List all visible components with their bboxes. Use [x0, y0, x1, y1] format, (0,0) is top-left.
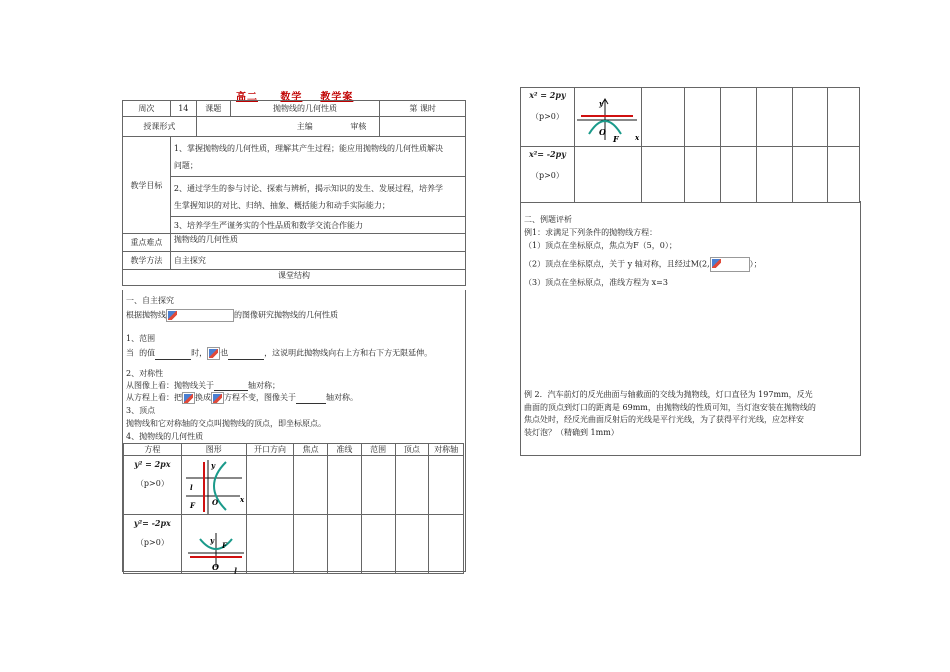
subject-text: 数学	[280, 92, 303, 103]
table-row	[521, 88, 860, 147]
equation-1: y² = 2px	[134, 459, 171, 469]
vertex-heading: 3、顶点	[126, 406, 156, 415]
label-f-2: F	[221, 541, 227, 550]
label-f: F	[189, 501, 195, 510]
range-post: ，这说明此抛物线向右上方和右下方无限延伸。	[264, 348, 433, 358]
range-pre: 当	[126, 348, 134, 358]
topic-value: 抛物线的几何性质	[230, 101, 380, 117]
table-row	[124, 515, 464, 574]
label-o-3: O	[598, 127, 606, 137]
condition-3: （p>0）	[530, 112, 564, 121]
lesson-info-table	[122, 100, 466, 137]
section1-heading: 一、自主探究	[126, 296, 174, 305]
header-focus: 焦点	[294, 444, 328, 456]
ex2-line-1: 例 2．汽车前灯的反光曲面与轴截面的交线为抛物线，灯口直径为 197mm，反光	[524, 390, 813, 399]
doc-type-text: 教学案	[320, 92, 354, 103]
method-value: 自主探究	[170, 252, 465, 270]
label-l: l	[189, 483, 193, 492]
sym1-pre: 从图像上看：抛物线关于	[126, 381, 214, 390]
props-table	[123, 443, 464, 574]
label-y: y	[210, 461, 215, 470]
label-o: O	[211, 498, 218, 507]
form-label: 授课形式	[123, 117, 197, 137]
table-row	[521, 147, 860, 203]
label-l-outside: l	[234, 566, 238, 576]
ex2-line-3: 焦点处时，经反光曲面反射后的光线是平行光线，为了获得平行光线，应怎样安	[524, 415, 804, 424]
goal-2b: 生掌握知识的对比、归纳、抽象、概括能力和动手实际能力；	[173, 200, 390, 210]
ex1-item-2-text: （2）顶点在坐标原点，关于 y 轴对称，且经过M(2,	[524, 259, 710, 269]
week-label: 周次	[123, 101, 171, 117]
graph-down-open	[575, 88, 641, 146]
week-value: 14	[170, 101, 196, 117]
label-x-3: x	[634, 133, 640, 142]
sym-blank-1[interactable]	[214, 382, 248, 391]
intro-pre: 根据抛物线	[126, 310, 166, 320]
range-blank-2[interactable]	[228, 351, 264, 360]
ex1-item-1: （1）顶点在坐标原点，焦点为F（5，0）；	[524, 241, 677, 250]
range-line	[126, 347, 432, 360]
ex1-item-2	[524, 257, 762, 272]
label-x: x	[239, 495, 244, 504]
condition-1: （p>0）	[135, 479, 169, 488]
sym-blank-2[interactable]	[296, 395, 326, 404]
review-label: 审核	[350, 122, 367, 131]
method-label: 教学方法	[123, 252, 171, 270]
ex1-title: 例1：求满足下列条件的抛物线方程：	[524, 228, 658, 237]
header-directrix: 准线	[328, 444, 362, 456]
table-row	[124, 456, 464, 515]
condition-4: （p>0）	[530, 171, 564, 180]
topic-label: 课题	[196, 101, 230, 117]
grade-text: 高二	[236, 92, 258, 103]
key-points-value: 抛物线的几何性质	[170, 234, 465, 252]
range-mid2: 时，	[191, 348, 208, 358]
key-points-label: 重点难点	[123, 234, 171, 252]
review-cell	[350, 117, 466, 137]
header-range: 范围	[361, 444, 395, 456]
header-axis: 对称轴	[429, 444, 464, 456]
sym2-mid1: 换成	[195, 393, 211, 402]
editor-label: 主编	[196, 117, 380, 137]
condition-2: （p>0）	[135, 538, 169, 547]
equation-2: y²= -2px	[133, 518, 171, 528]
label-f-3: F	[612, 134, 619, 144]
goal-3: 3、培养学生严谨务实的个性品质和数学交流合作能力	[170, 217, 465, 234]
header-opening: 开口方向	[246, 444, 294, 456]
label-o-2: O	[211, 562, 219, 572]
range-image	[207, 347, 220, 360]
range-heading: 1、范围	[126, 334, 156, 343]
label-y-3: y	[598, 99, 603, 108]
graph-right-open	[182, 456, 246, 514]
point-m-image	[710, 257, 750, 272]
sym2-pre: 从方程上看：把	[126, 393, 182, 402]
range-blank-1[interactable]	[155, 351, 191, 360]
goals-table	[122, 136, 466, 286]
goal-1a: 1、掌握抛物线的几何性质，理解其产生过程；能应用抛物线的几何性质解决	[173, 143, 443, 153]
ex1-item-3: （3）顶点在坐标原点，准线方程为 x=3	[524, 278, 668, 287]
goal-2a: 2、通过学生的参与讨论、探索与辨析，揭示知识的发生、发展过程，培养学	[173, 183, 443, 193]
section1-intro	[126, 309, 338, 322]
ex2-line-4: 装灯泡？（精确到 1mm）	[524, 427, 619, 437]
structure-label: 课堂结构	[123, 270, 466, 286]
section2-heading: 二、例题评析	[524, 215, 572, 224]
equation-3: x² = 2py	[529, 90, 566, 100]
sym-image-1	[182, 392, 195, 404]
sym-image-2	[211, 392, 224, 404]
sym-heading: 2、对称性	[126, 369, 164, 378]
ex2-line-2: 曲面的顶点到灯口的距离是 69mm，由抛物线的性质可知，当灯泡安装在抛物线的	[524, 402, 816, 412]
vertex-text: 抛物线和它对称轴的交点叫抛物线的顶点，即坐标原点。	[126, 419, 326, 428]
graph-up-open	[182, 515, 246, 573]
sym-line-1	[126, 380, 280, 391]
intro-post: 的图像研究抛物线的几何性质	[234, 310, 338, 320]
sym1-post: 轴对称；	[248, 381, 280, 390]
sym2-mid2: 方程不变，图像关于	[224, 393, 296, 402]
props-table-right	[520, 87, 860, 203]
range-mid1: 的值	[139, 348, 156, 358]
equation-4: x²= -2py	[528, 149, 566, 159]
header-vertex: 顶点	[395, 444, 429, 456]
range-mid3: 也	[220, 348, 229, 358]
sym2-post: 轴对称。	[326, 393, 358, 402]
goals-label: 教学目标	[123, 137, 171, 234]
label-y-2: y	[209, 536, 214, 545]
equation-image	[166, 309, 234, 322]
period-label: 第 课时	[380, 101, 466, 117]
ex2-block	[524, 389, 816, 439]
header-graph: 图形	[181, 444, 246, 456]
props-heading: 4、抛物线的几何性质	[126, 432, 204, 441]
header-equation: 方程	[124, 444, 182, 456]
goal-1b: 问题；	[173, 160, 198, 170]
sym-line-2	[126, 392, 358, 404]
ex1-item-2-tail: ）；	[749, 259, 762, 269]
